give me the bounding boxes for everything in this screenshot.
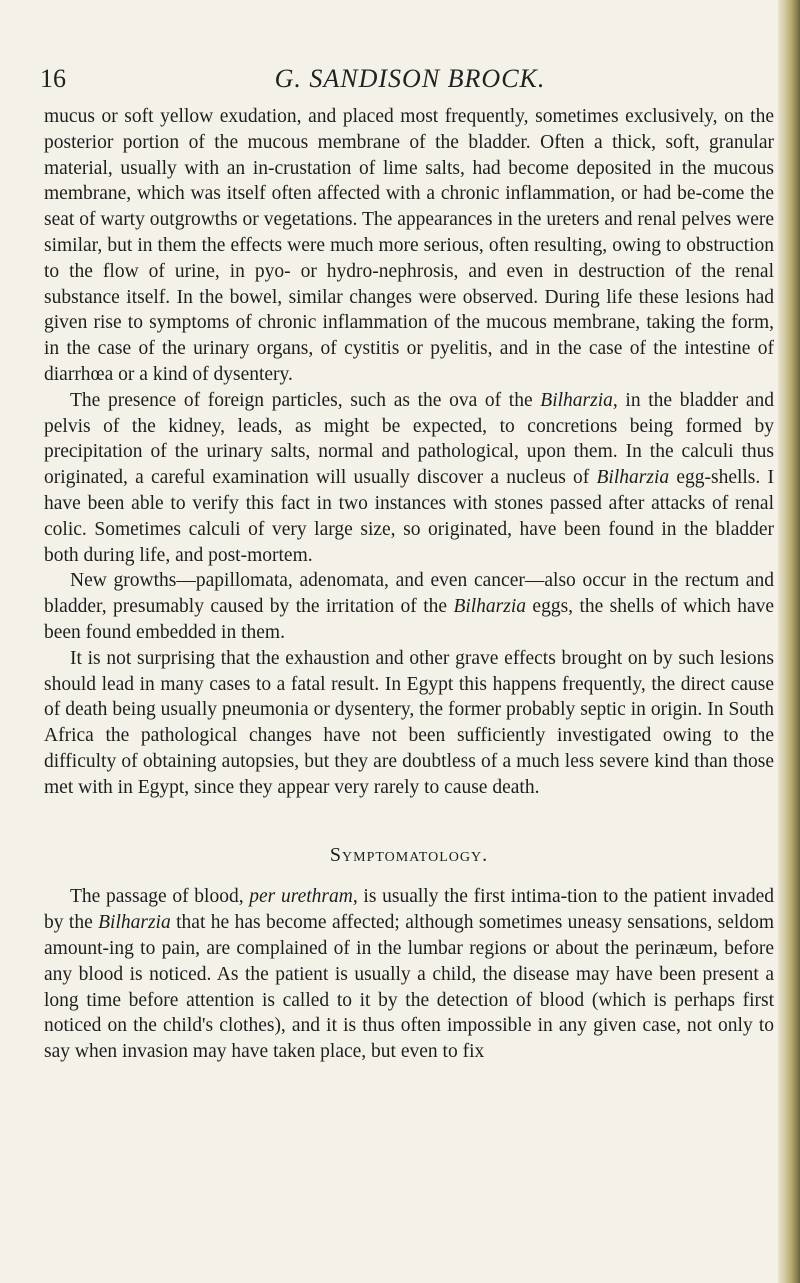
paragraph-text: , is usually the first intima-tion to the patient invaded by the [44, 886, 774, 934]
paragraph-5 [44, 884, 774, 1065]
paragraph-text: New growths—papillomata, adenomata, and even cancer—also occur in the rectum and bladder, presumably caused by the irritation of the [44, 570, 774, 618]
paragraph-2 [44, 388, 774, 569]
paragraph-text: that he has become affected; although sometimes uneasy sensations, seldom amount-ing to pain, are complained of in the lumbar regions or about the perinæum, before any blood is noticed. As the patient is usually a child, the disease may have been present a long time before attention is called to it by the detection of blood (which is perhaps first noticed on the child's clothes), and it is thus often impossible in any given case, not only to say when invasion may have taken place, but even to fix [44, 912, 774, 1063]
page-number: 16 [40, 64, 66, 93]
paragraph-text: The presence of foreign particles, such as the ova of the [70, 389, 541, 411]
page-edge-shadow [778, 0, 800, 1283]
paragraph-text: It is not surprising that the exhaustion and other grave effects brought on by such lesions should lead in many cases to a fatal result. In Egypt this happens frequently, the direct cause of death being usually pneumonia or dysentery, the former probably septic in origin. In South Africa the pathological changes have not been sufficiently investigated owing to the difficulty of obtaining autopsies, but they are doubtless of a much less severe kind than those met with in Egypt, since they appear very rarely to cause death. [44, 647, 774, 798]
paragraph-text: egg-shells. I have been able to verify this fact in two instances with stones passed after attacks of renal colic. Sometimes calculi of very large size, so originated, have been found in the bladder both during life, and post-mortem. [44, 467, 774, 566]
paragraph-1 [44, 104, 774, 388]
paragraph-text: eggs, the shells of which have been found embedded in them. [44, 596, 775, 643]
italic-term: Bilharzia [596, 467, 670, 489]
paragraph-text: mucus or soft yellow exudation, and placed most frequently, sometimes exclusively, on the posterior portion of the mucous membrane of the bladder. Often a thick, soft, granular material, usually with an in-crustation of lime salts, had become deposited in the mucous membrane, which was itself often affected with a chronic inflammation, or had be-come the seat of warty outgrowths or vegetations. The appearances in the ureters and renal pelves were similar, but in them the effects were much more serious, often resulting, owing to obstruction to the flow of urine, in pyo- or hydro-nephrosis, and even in destruction of the renal substance itself. In the bowel, similar changes were observed. During life these lesions had given rise to symptoms of chronic inflammation of the mucous membrane, taking the form, in the case of the urinary organs, of cystitis or pyelitis, and in the case of the intestine of diarrhœa or a kind of dysentery. [44, 106, 774, 385]
paragraph-text: , in the bladder and pelvis of the kidney, leads, as might be expected, to concretions being formed by precipitation of the urinary salts, normal and pathological, upon them. In the calculi thus originated, a careful examination will usually discover a nucleus of [44, 389, 775, 489]
italic-term: Bilharzia [540, 389, 613, 411]
paragraph-3 [44, 568, 774, 645]
italic-term: Bilharzia [98, 912, 171, 934]
paragraph-text: The passage of blood, [70, 886, 250, 908]
page-header [40, 56, 780, 96]
italic-term: Bilharzia [453, 596, 527, 618]
body-text [44, 104, 774, 1065]
section-heading: Symptomatology. [329, 843, 489, 866]
italic-term: per urethram [249, 886, 353, 908]
running-head: G. SANDISON BROCK. [274, 64, 546, 93]
paragraph-4 [44, 646, 774, 801]
